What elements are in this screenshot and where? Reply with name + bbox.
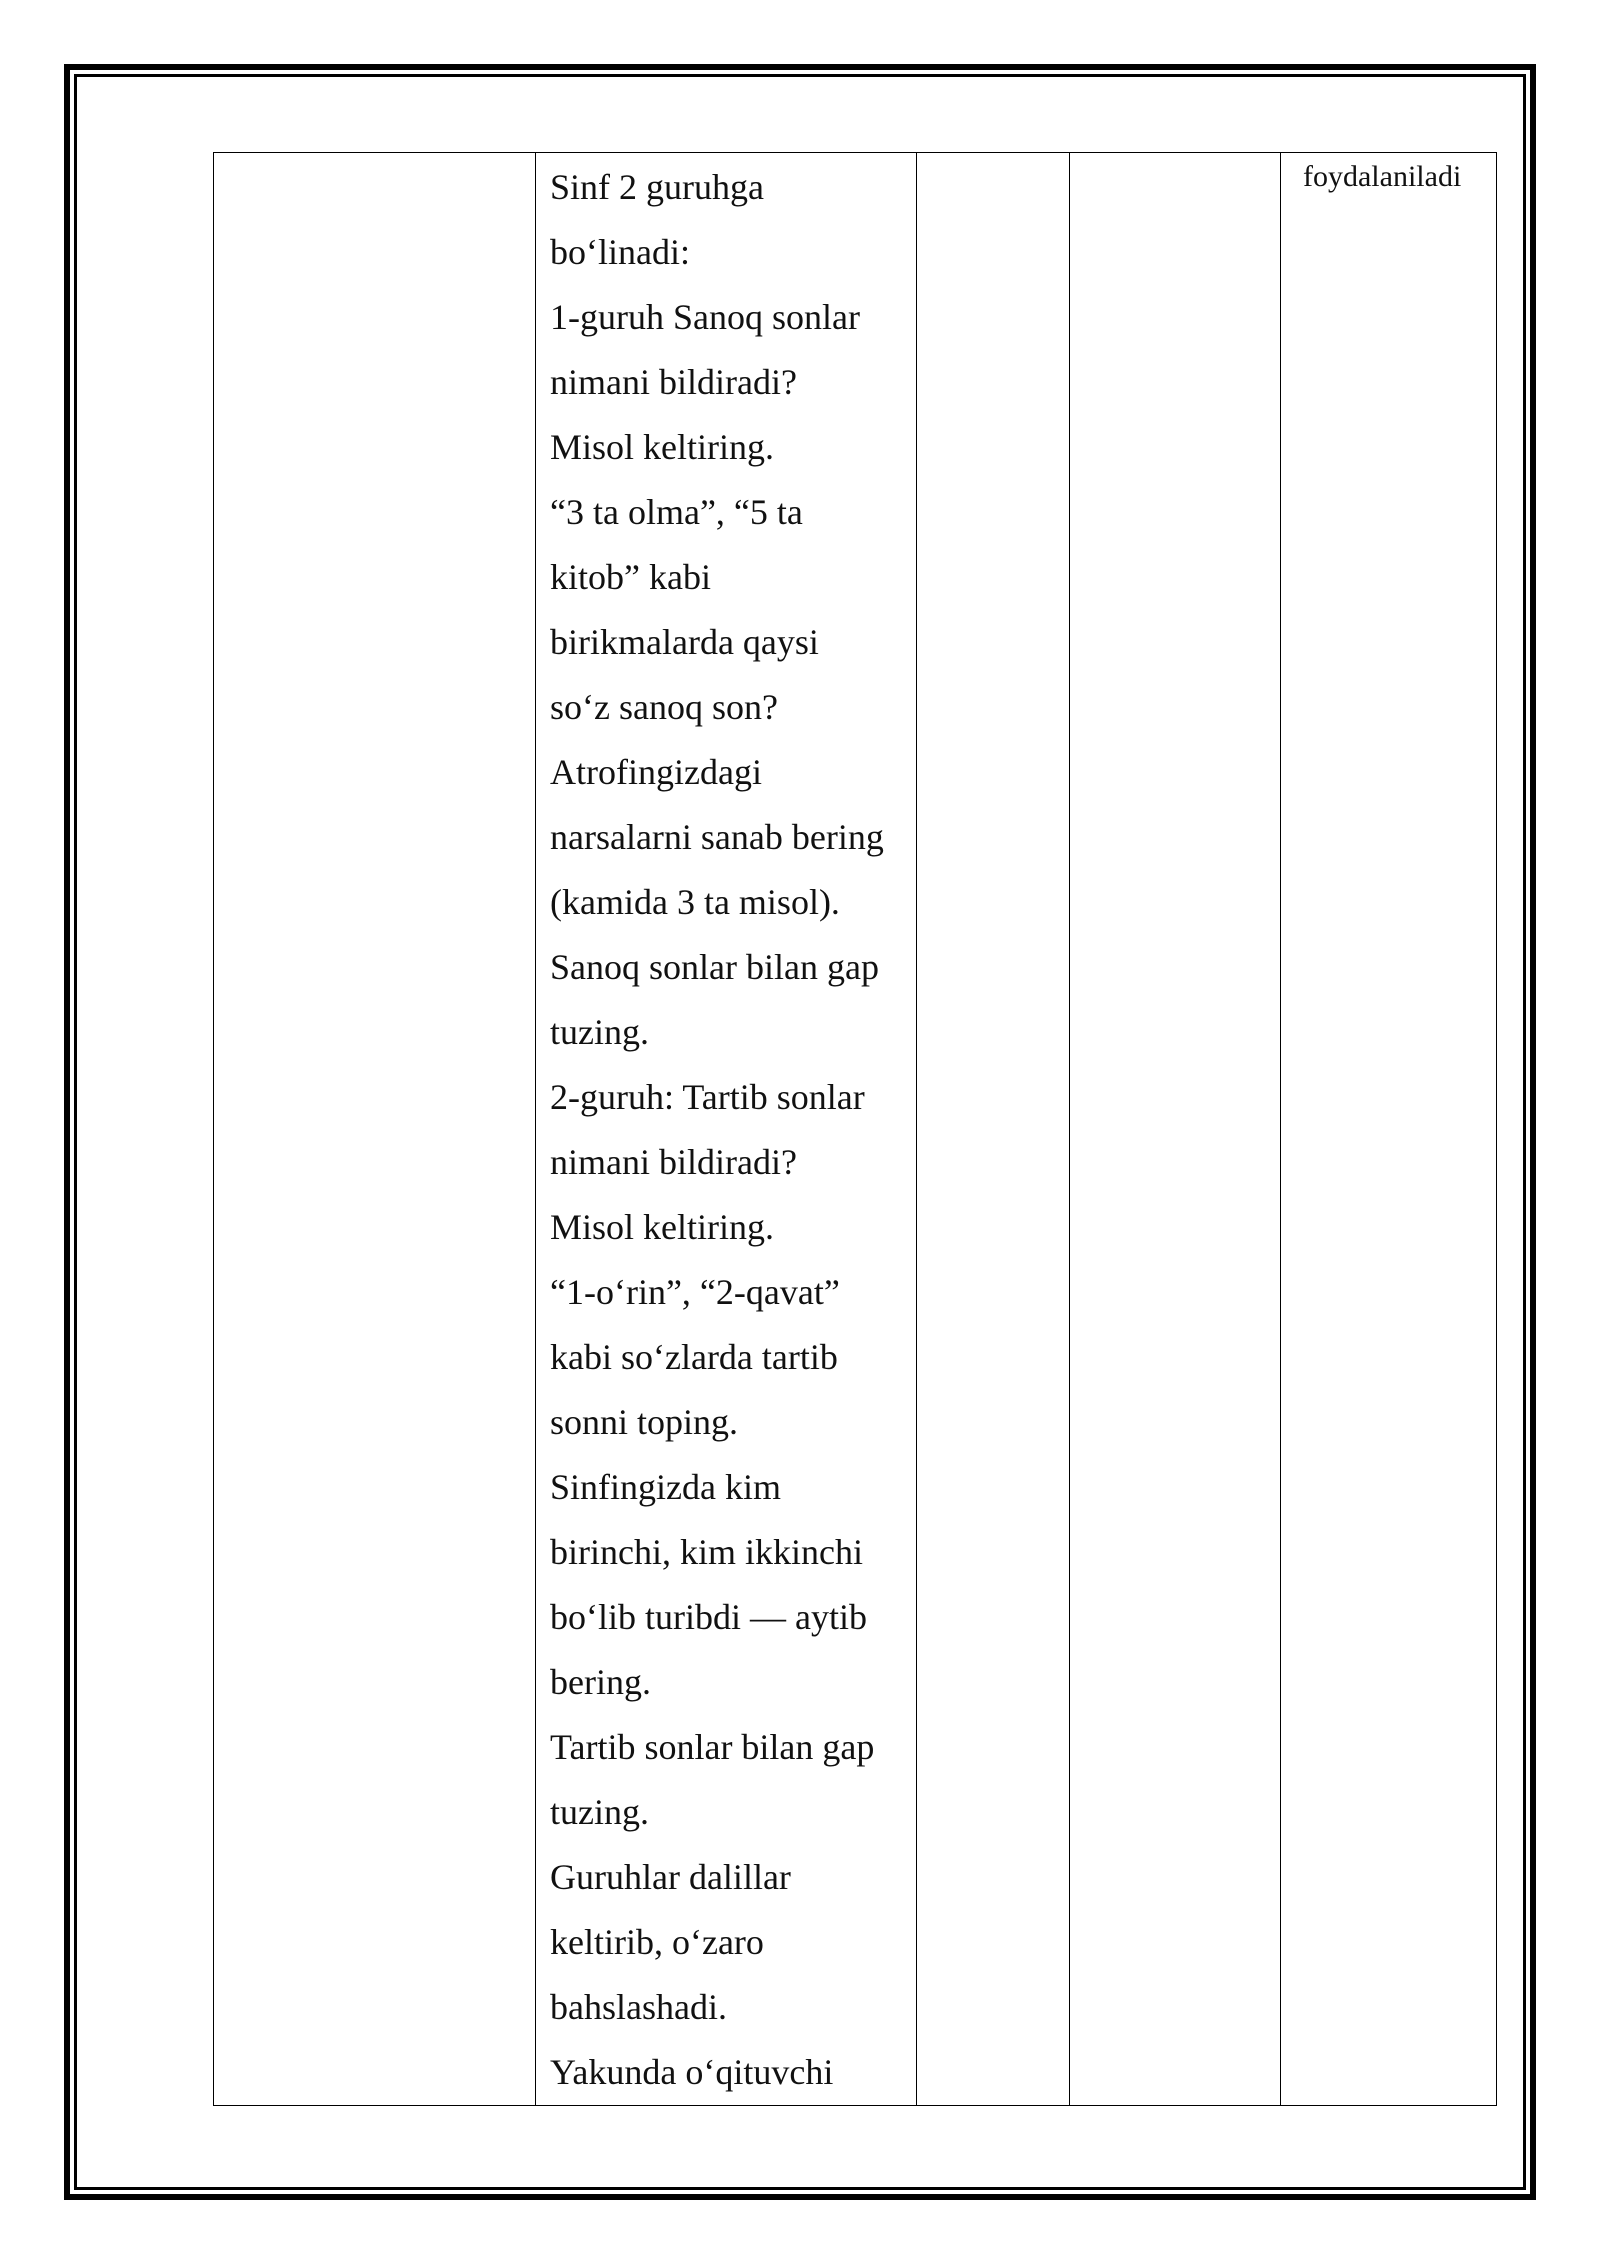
table-cell-resource <box>1281 153 1497 2106</box>
activity-line: tuzing. <box>550 1012 649 1052</box>
activity-line: Yakunda o‘qituvchi <box>550 2052 834 2092</box>
activity-line: kitob” kabi <box>550 557 711 597</box>
activity-line: bo‘linadi: <box>550 232 690 272</box>
activity-line: 1-guruh Sanoq sonlar <box>550 297 860 337</box>
activity-line: kabi so‘zlarda tartib <box>550 1337 838 1377</box>
activity-line: Misol keltiring. <box>550 1207 774 1247</box>
activity-line: Misol keltiring. <box>550 427 774 467</box>
activity-line: birikmalarda qaysi <box>550 622 819 662</box>
activity-line: “3 ta olma”, “5 ta <box>550 492 803 532</box>
table-cell-empty-4 <box>1070 153 1281 2106</box>
activity-line: narsalarni sanab bering <box>550 817 884 857</box>
activity-line: so‘z sanoq son? <box>550 687 778 727</box>
table-row <box>214 153 1497 2106</box>
activity-line: “1-o‘rin”, “2-qavat” <box>550 1272 840 1312</box>
activity-line: Atrofingizdagi <box>550 752 762 792</box>
activity-line: Sinfingizda kim <box>550 1467 781 1507</box>
table-cell-stage <box>214 153 536 2106</box>
activity-line: birinchi, kim ikkinchi <box>550 1532 863 1572</box>
activity-line: 2-guruh: Tartib sonlar <box>550 1077 865 1117</box>
activity-line: bering. <box>550 1662 651 1702</box>
lesson-plan-table <box>213 152 1497 2106</box>
activity-line: Guruhlar dalillar <box>550 1857 791 1897</box>
activity-line: Tartib sonlar bilan gap <box>550 1727 875 1767</box>
activity-text <box>536 153 916 2105</box>
activity-line: (kamida 3 ta misol). <box>550 882 840 922</box>
table-cell-activity <box>536 153 917 2106</box>
activity-line: Sanoq sonlar bilan gap <box>550 947 879 987</box>
activity-line: bo‘lib turibdi — aytib <box>550 1597 867 1637</box>
activity-line: Sinf 2 guruhga <box>550 167 764 207</box>
table-cell-empty-3 <box>917 153 1070 2106</box>
activity-line: bahslashadi. <box>550 1987 727 2027</box>
activity-line: sonni toping. <box>550 1402 739 1442</box>
resource-text: foydalaniladi <box>1303 160 1462 193</box>
activity-line: keltirib, o‘zaro <box>550 1922 764 1962</box>
activity-line: nimani bildiradi? <box>550 362 797 402</box>
activity-line: nimani bildiradi? <box>550 1142 797 1182</box>
activity-line: tuzing. <box>550 1792 649 1832</box>
